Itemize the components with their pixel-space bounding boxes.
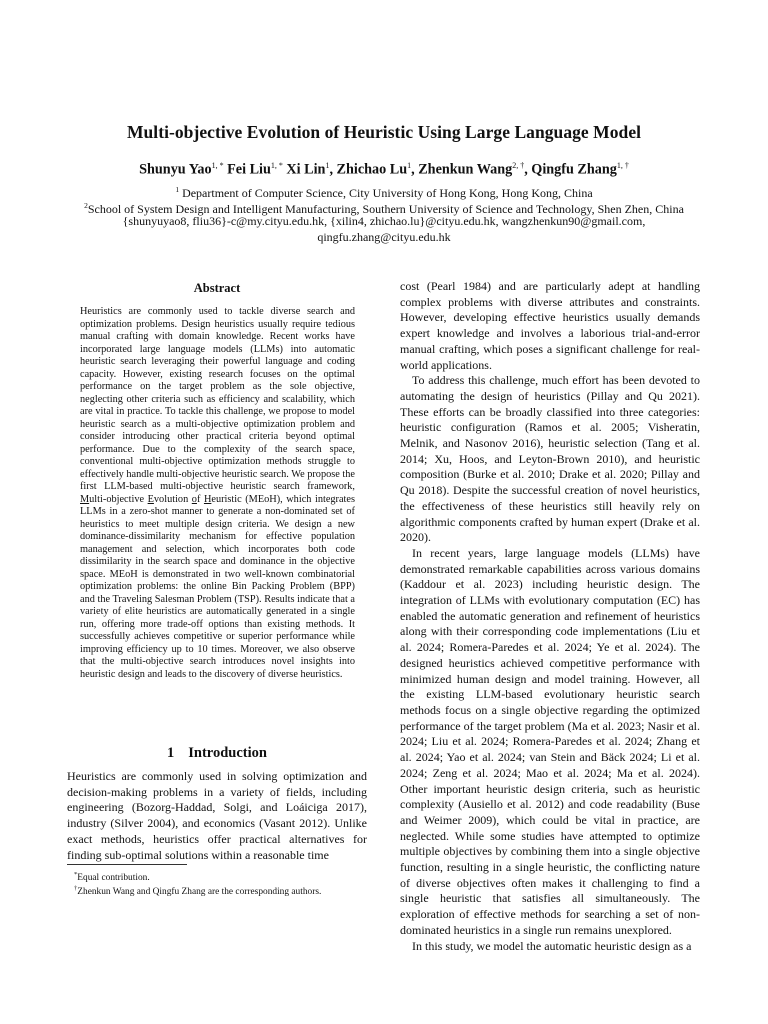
author-list: Shunyu Yao$^{1, *}$ Fei Liu$^{1, *}$ Xi Lin$^1$, Zhichao Lu$^1$, Zhenkun Wang$^{2, \dagger}$, Qingfu Zhang$^{1, \dagger}$ [139,161,629,178]
abstract-text: (MEoH), which integrates LLMs in a zero-shot manner to generate a non-dominated set of heuristics to meet multiple design criteria. We design a new dominance-dissimilarity mechanism for effective population management and selection, which incorporates both code dissimilarity in the search space and dominance in the objective space. MEoH is demonstrated in two well-known combinatorial optimization problems: the online Bin Packing Problem (BPP) and the Traveling Salesman Problem (TSP). Results indicate that a variety of elite heuristics are automatically generated in a single run, offering more trade-off options than existing methods. It successfully achieves competitive or superior performance while improving efficiency up to 10 times. Moreover, we also observe that the multi-objective search introduces novel insights into heuristic design and leads to the discovery of diverse heuristics. [80,493,355,680]
acronym-letter: o [191,493,197,505]
section-title: Introduction [188,745,267,761]
author-name: Xi Lin [286,161,326,178]
author-mark: 1 [325,161,330,170]
footnote-mark: † [74,885,78,892]
author-name: Zhichao Lu [336,161,408,178]
author-mark: 1, † [616,161,629,170]
paper-title: Multi-objective Evolution of Heuristic Using Large Language Model [126,122,642,142]
author-mark: 1 [407,161,412,170]
affiliation-text: School of System Design and Intelligent Manufacturing, Southern University of Science and Technology, Shen Zhen, China [87,202,684,216]
section-heading [67,745,367,762]
acronym-letter: H [203,493,212,505]
footnote [67,883,367,899]
abstract-body [80,306,355,681]
author-emails-cont: qingfu.zhang@cityu.edu.hk [317,230,451,244]
abstract-text: Heuristics are commonly used to tackle diverse search and optimization problems. Design heuristics usually require tedious manual crafting with domain knowledge. Recent works have incorporated large language models (LLMs) into automatic heuristic search leveraging their powerful language and coding capacity. However, existing research focuses on the optimal performance on the target problem as the sole objective, neglecting other criteria such as efficiency and scalability, which are vital in practice. To tackle this challenge, we propose to model heuristic search as a multi-objective optimization problem and consider introducing other practical criteria beyond optimal performance. Due to the complexity of the search space, conventional multi-objective optimization methods struggle to effectively handle multi-objective heuristic search. We propose the first LLM-based multi-objective heuristic search framework, [80,306,355,492]
affiliation-mark: 2 [84,201,88,210]
footnote-text: Equal contribution. [77,873,150,884]
author-name: Zhenkun Wang [418,161,513,178]
acronym-rest: volution [153,493,192,505]
paragraph: To address this challenge, much effort has been devoted to automating the design of heuristics (Pillay and Qu 2021). These efforts can be broadly classified into three categories: heuristic configuration (Ramos et al. 2005; Visheratin, Melnik, and Nasonov 2016), heuristic selection (Tang et al. 2014; Xu, Hoos, and Leyton-Brown 2010), and heuristic composition (Burke et al. 2010; Drake et al. 2020; Pillay and Qu 2018). Despite the successful creation of novel heuristics, the effectiveness of these heuristics still heavily rely on algorithmic components crafted by human expert (Drake et al. 2020). [400,373,700,545]
paragraph: In this study, we model the automatic heuristic design as a [412,938,692,953]
acronym-rest: f [196,493,204,505]
author-name: Fei Liu [227,161,271,178]
footnote-rule [67,864,187,865]
author-emails: {shunyuyao8, fliu36}-c@my.cityu.edu.hk, {xilin4, zhichao.lu}@cityu.edu.hk, wangzhenkun90@gmail.com, [122,214,646,228]
acronym-rest: ulti-objective [89,493,148,505]
paragraph: In recent years, large language models (LLMs) have demonstrated remarkable capabilities across various domains (Kaddour et al. 2023) including heuristic design. The integration of LLMs with evolutionary computation (EC) has enabled the automatic generation and refinement of heuristics along with their corresponding code implementations (Liu et al. 2024; Romera-Paredes et al. 2024; Ye et al. 2024). The designed heuristics achieved competitive performance with minimized human design and model training. However, all the existing LLM-based evolutionary heuristic search methods focus on a single objective regarding the optimized performance of the target problem (Ma et al. 2023; Nasir et al. 2024; Liu et al. 2024; Romera-Paredes et al. 2024; Zhang et al. 2024; Yao et al. 2024; van Stein and Bäck 2024; Li et al. 2024; Zeng et al. 2024; Mao et al. 2024; Ma et al. 2024). Other important heuristic design criteria, such as heuristic complexity (Ausiello et al. 2012) and code readability (Buse and Weimer 2009), which could be vital in practice, are neglected. While some studies have attempted to optimize multiple objectives by combining them into a single objective function, resulting in a single heuristic, the conflicting nature of diverse objectives often makes it challenging to find a single heuristic that satisfies all simultaneously. The exploration of effective methods for searching a set of non-dominated heuristics in a single run remains unexplored. [400,545,700,937]
author-name: Shunyu Yao [139,161,212,178]
author-mark: 1, * [270,161,283,170]
footnote-text: Zhenkun Wang and Qingfu Zhang are the corresponding authors. [77,887,322,898]
abstract-heading: Abstract [193,281,241,295]
paragraph: cost (Pearl 1984) and are particularly adept at handling complex problems with diverse attributes and constraints. However, developing effective heuristics usually demands expert knowledge and involves a laborious trial-and-error manual crafting, which poses a significant challenge for real-world applications. [400,279,700,372]
affiliation-text: Department of Computer Science, City University of Hong Kong, Hong Kong, China [182,186,593,200]
affiliation-mark: 1 [175,185,180,194]
intro-paragraph: Heuristics are commonly used in solving optimization and decision-making problems in a variety of fields, including engineering (Bozorg-Haddad, Solgi, and Loáiciga 2017), industry (Silver 2004), and economics (Vasant 2012). Unlike exact methods, heuristics offer practical alternatives for finding sub-optimal solutions within a reasonable time [67,769,367,862]
author-name: Qingfu Zhang [531,161,617,178]
right-column [400,279,700,954]
author-mark: 2, † [512,161,525,170]
acronym-rest: euristic [211,493,242,505]
footnote-mark: * [74,871,78,878]
acronym-letter: M [80,493,90,505]
author-mark: 1, * [211,161,224,170]
acronym-letter: E [147,493,154,505]
section-number: 1 [167,745,175,761]
